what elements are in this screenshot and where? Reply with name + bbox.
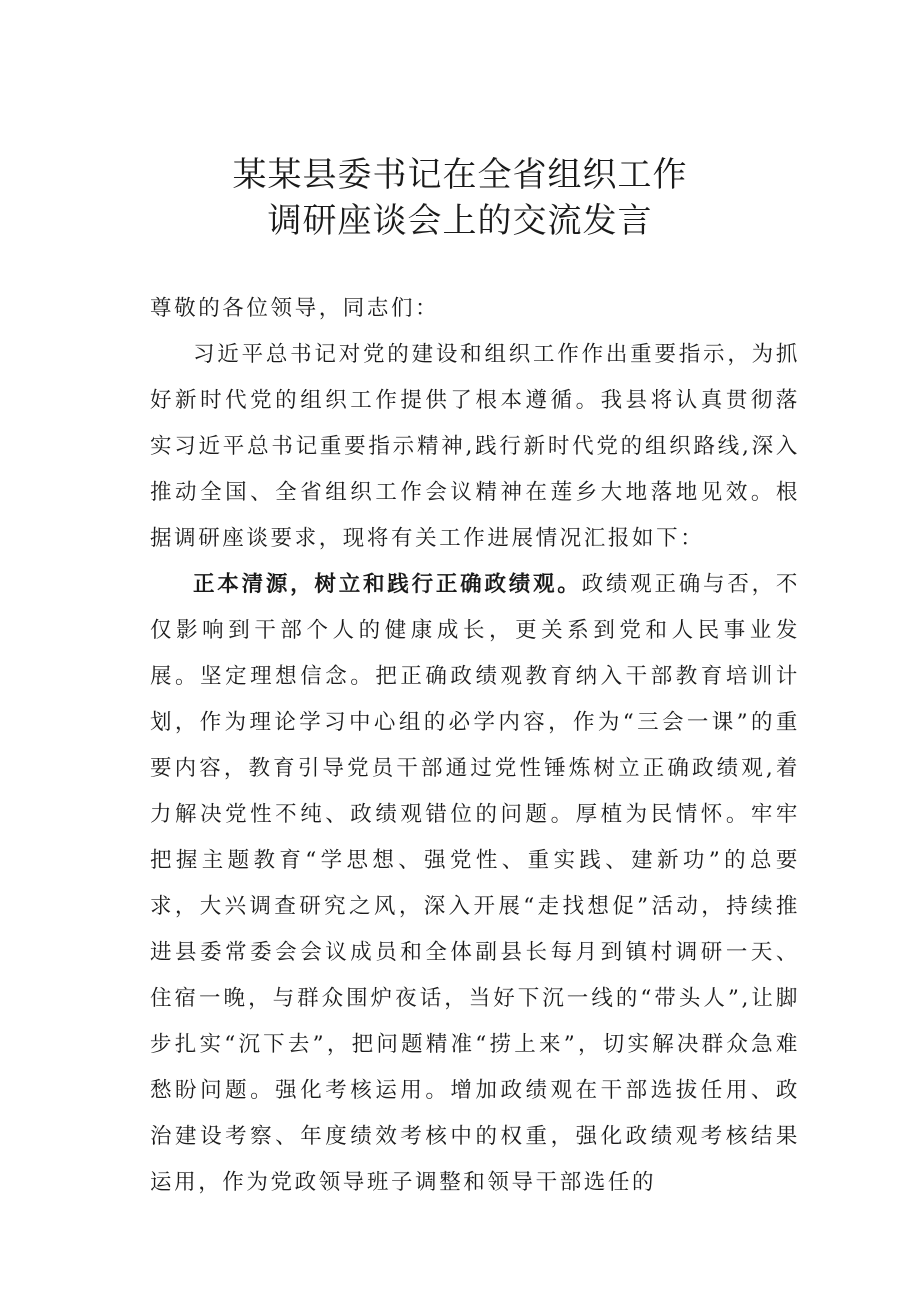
section-1-heading: 正本清源，树立和践行正确政绩观。: [193, 572, 582, 597]
paragraph-intro: [150, 332, 800, 562]
section-1-text: 政绩观正确与否，不仅影响到干部个人的健康成长，更关系到党和人民事业发展。坚定理想信念。把正确政绩观教育纳入干部教育培训计划，作为理论学习中心组的必学内容，作为“三会一课”的重要内容，教育引导党员干部通过党性锤炼树立正确政绩观,着力解决党性不纯、政绩观错位的问题。厚植为民情怀。牢牢把握主题教育“学思想、强党性、重实践、建新功”的总要求，大兴调查研究之风，深入开展“走找想促”活动，持续推进县委常委会会议成员和全体副县长每月到镇村调研一天、住宿一晚，与群众围炉夜话，当好下沉一线的“带头人”,让脚步扎实“沉下去”，把问题精准“捞上来”，切实解决群众急难愁盼问题。强化考核运用。增加政绩观在干部选拔任用、政治建设考察、年度绩效考核中的权重，强化政绩观考核结果运用，作为党政领导班子调整和领导干部选任的: [150, 572, 800, 1195]
title-line-1: 某某县委书记在全省组织工作: [232, 155, 688, 195]
paragraph-intro-text: 习近平总书记对党的建设和组织工作作出重要指示，为抓好新时代党的组织工作提供了根本遵循。我县将认真贯彻落实习近平总书记重要指示精神,践行新时代党的组织路线,深入推动全国、全省组织工作会议精神在莲乡大地落地见效。根据调研座谈要求，现将有关工作进展情况汇报如下：: [150, 342, 800, 551]
salutation: 尊敬的各位领导，同志们：: [150, 296, 440, 321]
document-title: [0, 152, 920, 244]
title-line-2: 调研座谈会上的交流发言: [267, 201, 653, 241]
paragraph-section-1: [150, 562, 800, 1206]
document-body: [150, 286, 800, 1206]
